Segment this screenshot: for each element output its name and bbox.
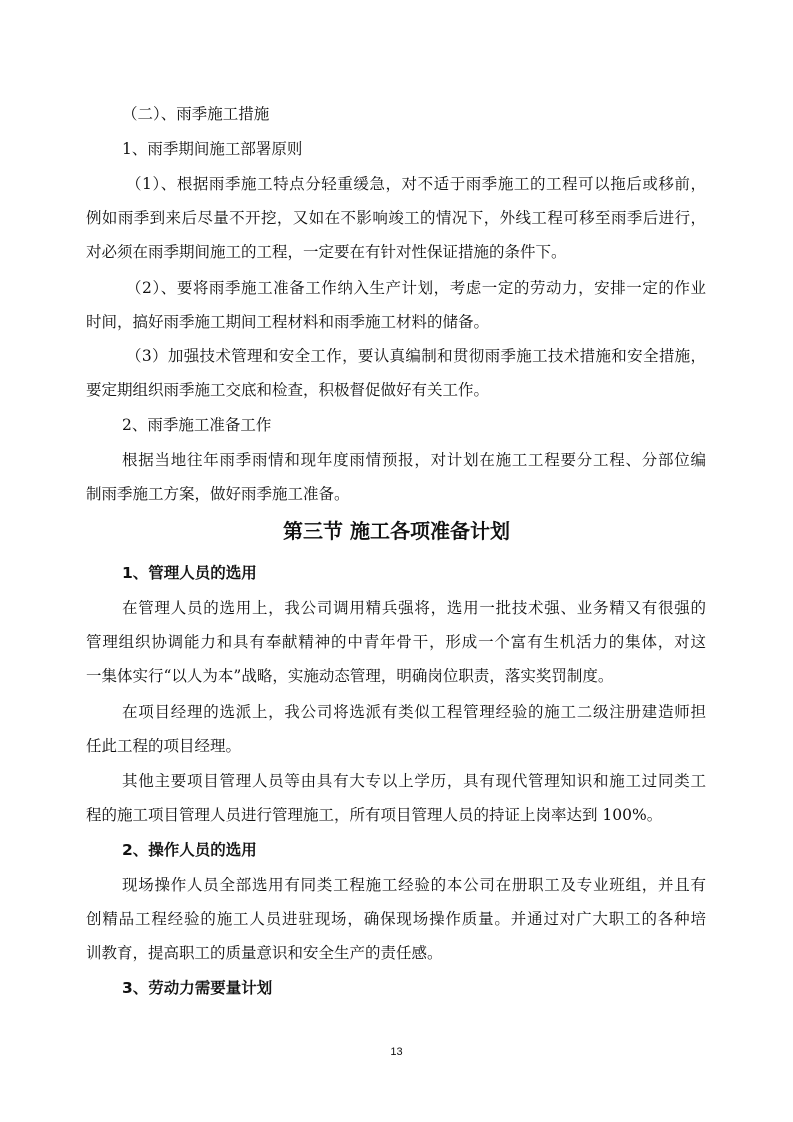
paragraph-line: 在管理人员的选用上，我公司调用精兵强将，选用一批技术强、业务精又有很强的 [122,599,706,617]
paragraph-line: 现场操作人员全部选用有同类工程施工经验的本公司在册职工及专业班组，并且有 [122,876,706,894]
paragraph-line: 时间，搞好雨季施工期间工程材料和雨季施工材料的储备。 [86,313,490,331]
paragraph-line: （2）、要将雨季施工准备工作纳入生产计划，考虑一定的劳动力，安排一定的作业 [126,279,706,297]
paragraph-line: 任此工程的项目经理。 [86,737,242,755]
subheading-labor-plan: 3、劳动力需要量计划 [122,979,273,997]
rain-sub2-heading: 2、雨季施工准备工作 [122,416,272,434]
rain-section-heading: （二）、雨季施工措施 [122,105,270,123]
subheading-operators: 2、操作人员的选用 [122,841,257,859]
paragraph-line: 制雨季施工方案，做好雨季施工准备。 [86,485,350,503]
paragraph-line: 在项目经理的选派上，我公司将选派有类似工程管理经验的施工二级注册建造师担 [122,703,706,721]
paragraph-line: （1）、根据雨季施工特点分轻重缓急，对不适于雨季施工的工程可以拖后或移前， [126,175,706,193]
paragraph-line: 创精品工程经验的施工人员进驻现场，确保现场操作质量。并通过对广大职工的各种培 [86,910,706,928]
paragraph-line: 对必须在雨季期间施工的工程，一定要在有针对性保证措施的条件下。 [86,243,567,261]
paragraph-line: 一集体实行“以人为本”战略，实施动态管理，明确岗位职责，落实奖罚制度。 [86,667,614,685]
paragraph-line: 例如雨季到来后尽量不开挖，又如在不影响竣工的情况下，外线工程可移至雨季后进行， [86,209,706,227]
paragraph-line: 根据当地往年雨季雨情和现年度雨情预报，对计划在施工工程要分工程、分部位编 [122,451,706,469]
paragraph-line: 要定期组织雨季施工交底和检查，积极督促做好有关工作。 [86,381,490,399]
section-title: 第三节 施工各项准备计划 [283,519,510,543]
rain-sub1-heading: 1、雨季期间施工部署原则 [122,140,303,158]
page-number: 13 [390,1046,403,1058]
paragraph-line: 训教育，提高职工的质量意识和安全生产的责任感。 [86,944,443,962]
paragraph-line: 其他主要项目管理人员等由具有大专以上学历，具有现代管理知识和施工过同类工 [122,772,706,790]
subheading-management: 1、管理人员的选用 [122,564,257,582]
paragraph-line: （3）加强技术管理和安全工作，要认真编制和贯彻雨季施工技术措施和安全措施， [126,347,706,365]
paragraph-line: 程的施工项目管理人员进行管理施工，所有项目管理人员的持证上岗率达到 100%。 [86,806,663,824]
paragraph-line: 管理组织协调能力和具有奉献精神的中青年骨干，形成一个富有生机活力的集体，对这 [86,633,706,651]
